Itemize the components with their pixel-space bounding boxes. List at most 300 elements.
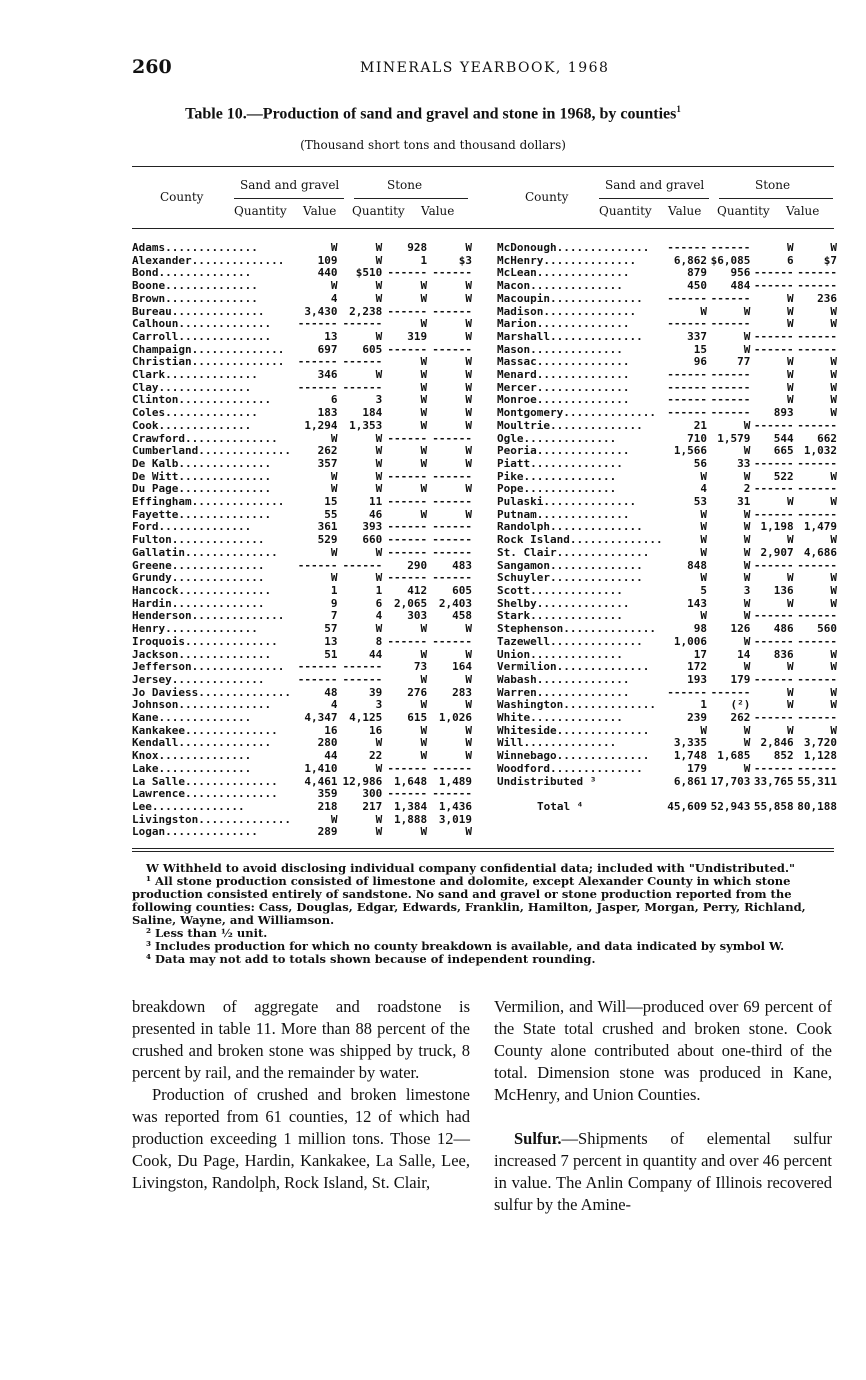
dot-leader: ..............: [569, 534, 663, 547]
dot-leader: ..............: [543, 496, 637, 509]
stone-quantity: ------: [753, 482, 794, 496]
dot-leader: ..............: [151, 800, 245, 813]
stone-value: W: [830, 368, 837, 382]
sand-gravel-quantity: 56: [693, 456, 708, 470]
sand-gravel-quantity: 239: [687, 711, 708, 725]
stone-value: ------: [797, 418, 837, 432]
stone-value: W: [830, 596, 837, 610]
sand-gravel-quantity: 6: [330, 393, 338, 407]
stone-value: W: [465, 672, 472, 686]
table-row: [497, 712, 837, 725]
sand-gravel-quantity: ------: [297, 380, 338, 394]
stone-quantity: ------: [387, 342, 428, 356]
table-row: [132, 763, 472, 776]
sand-gravel-value: ------: [342, 672, 383, 686]
stone-value: ------: [432, 571, 472, 585]
stone-quantity: 33,765: [753, 774, 794, 788]
sand-gravel-value: 1,353: [349, 418, 383, 432]
stone-value: W: [830, 469, 837, 483]
dot-leader: ..............: [536, 267, 630, 280]
dot-leader: ..............: [549, 330, 643, 343]
county-name: Adams..............: [132, 242, 258, 254]
dot-leader: ..............: [165, 623, 258, 636]
col-header-value: Value: [668, 204, 702, 218]
stone-value: ------: [432, 761, 472, 775]
body-column-left: [132, 996, 470, 1194]
sand-gravel-value: W: [743, 723, 751, 737]
stone-value: W: [830, 317, 837, 331]
sand-gravel-quantity: 4,461: [304, 774, 338, 788]
county-name: Undistributed ³: [497, 775, 597, 788]
section-heading-sulfur: Sulfur.: [514, 1129, 562, 1148]
stone-value: W: [830, 698, 837, 712]
dot-leader: ..............: [530, 584, 623, 597]
table-row: [497, 534, 837, 547]
stone-value: ------: [797, 342, 837, 356]
body-paragraph: [494, 1128, 832, 1216]
stone-value: W: [465, 456, 472, 470]
county-name: Mercer..............: [497, 381, 630, 394]
stone-value: 4,686: [803, 545, 837, 559]
table-row: [497, 661, 837, 674]
dot-leader: ..............: [191, 356, 285, 369]
table-row: [132, 407, 472, 420]
sand-gravel-quantity: W: [700, 304, 708, 318]
stone-value: 1,436: [438, 799, 472, 813]
sand-gravel-value: W: [743, 520, 751, 534]
county-name: Washington..............: [497, 699, 656, 712]
stone-value: W: [830, 241, 837, 254]
sand-gravel-quantity: 1,410: [304, 761, 338, 775]
stone-quantity: 836: [773, 647, 794, 661]
stone-value: 283: [452, 685, 472, 699]
sand-gravel-value: W: [375, 291, 383, 305]
dot-leader: ..............: [198, 813, 291, 826]
sand-gravel-quantity: W: [700, 545, 708, 559]
county-name: Ogle..............: [497, 432, 617, 445]
stone-value: ------: [432, 342, 472, 356]
sand-gravel-value: ------: [342, 558, 383, 572]
stone-value: ------: [432, 533, 472, 547]
stone-quantity: W: [420, 456, 428, 470]
sand-gravel-quantity: 879: [687, 266, 708, 280]
sand-gravel-quantity: 450: [687, 279, 708, 293]
dot-leader: ..............: [158, 381, 252, 394]
dot-leader: ..............: [171, 572, 265, 585]
sand-gravel-quantity: 1,748: [673, 749, 708, 763]
stone-value: 3,019: [438, 812, 472, 826]
table-row: [132, 496, 472, 509]
dot-leader: ..............: [165, 369, 258, 382]
dot-leader: ..............: [536, 381, 630, 394]
stone-quantity: 319: [407, 329, 428, 343]
stone-quantity: 290: [407, 558, 428, 572]
sand-gravel-value: 11: [369, 495, 383, 509]
stone-value: W: [830, 406, 837, 420]
dot-leader: ..............: [563, 699, 656, 712]
table-bottom-rule: [132, 851, 834, 852]
sand-gravel-quantity: 529: [317, 533, 338, 547]
sand-gravel-value: W: [375, 456, 383, 470]
sand-gravel-value: W: [743, 329, 751, 343]
sand-gravel-value: W: [375, 431, 383, 445]
col-group-stone: Stone: [387, 178, 423, 192]
sand-gravel-value: ------: [342, 660, 383, 674]
sand-gravel-value: W: [743, 736, 751, 750]
table-row: [497, 763, 837, 776]
sand-gravel-quantity: 697: [317, 342, 338, 356]
dot-leader: ..............: [165, 292, 258, 305]
dot-leader: ..............: [523, 432, 617, 445]
county-name: Madison..............: [497, 305, 637, 318]
sand-gravel-quantity: 357: [317, 456, 338, 470]
sand-gravel-quantity: W: [700, 469, 708, 483]
sand-gravel-value: 2,238: [349, 304, 383, 318]
stone-quantity: W: [787, 241, 794, 254]
stone-quantity: W: [787, 660, 794, 674]
table-row: [497, 560, 837, 573]
county-name: Johnson..............: [132, 699, 272, 712]
stone-quantity: ------: [387, 787, 428, 801]
stone-value: W: [465, 241, 472, 254]
table-row: [132, 636, 472, 649]
sand-gravel-value: $6,085: [710, 253, 751, 267]
dot-leader: ..............: [158, 267, 252, 280]
dot-leader: ..............: [549, 635, 643, 648]
sand-gravel-value: 8: [375, 634, 383, 648]
stone-value: 1,489: [438, 774, 472, 788]
county-name: Schuyler..............: [497, 572, 643, 585]
county-name: La Salle..............: [132, 775, 278, 788]
dot-leader: ..............: [184, 432, 278, 445]
stone-quantity: W: [420, 279, 428, 293]
stone-value: 458: [452, 609, 472, 623]
dot-leader: ..............: [549, 572, 643, 585]
stone-quantity: 665: [773, 444, 794, 458]
stone-quantity: ------: [753, 609, 794, 623]
county-name: Champaign..............: [132, 343, 285, 356]
county-name: Effingham..............: [132, 496, 285, 509]
sand-gravel-quantity: 172: [687, 660, 708, 674]
stone-quantity: ------: [387, 266, 428, 280]
sand-gravel-value: W: [375, 545, 383, 559]
county-name: Shelby..............: [497, 597, 630, 610]
table-row: [497, 496, 837, 509]
sand-gravel-value: 1,579: [717, 431, 751, 445]
county-name: Cumberland..............: [132, 445, 291, 458]
county-name: Massac..............: [497, 356, 630, 369]
sand-gravel-quantity: W: [330, 482, 338, 496]
county-name: Livingston..............: [132, 813, 291, 826]
stone-quantity: ------: [387, 469, 428, 483]
sand-gravel-quantity: 7: [330, 609, 338, 623]
dot-leader: ..............: [536, 673, 630, 686]
sand-gravel-value: ------: [342, 317, 383, 331]
sand-gravel-quantity: 1: [700, 698, 708, 712]
stone-value: W: [830, 685, 837, 699]
sand-gravel-quantity: 21: [693, 418, 708, 432]
sand-gravel-value: W: [743, 660, 751, 674]
dot-leader: ..............: [178, 318, 272, 331]
col-header-value: Value: [421, 204, 455, 218]
county-name: Knox..............: [132, 750, 252, 763]
stone-quantity: W: [420, 380, 428, 394]
stone-quantity: 615: [407, 711, 428, 725]
sand-gravel-value: (²): [730, 698, 751, 712]
table-row: [132, 585, 472, 598]
sand-gravel-value: W: [375, 253, 383, 267]
sand-gravel-quantity: W: [330, 241, 338, 254]
sand-gravel-quantity: W: [700, 723, 708, 737]
table-top-rule: [132, 166, 834, 167]
stone-quantity: W: [420, 406, 428, 420]
dot-leader: ..............: [165, 280, 258, 293]
stone-value: $3: [458, 253, 472, 267]
table-row: [132, 712, 472, 725]
dot-leader: ..............: [158, 521, 252, 534]
table-row: [132, 280, 472, 293]
sulfur-text: —Shipments of elemental sulfur increased 7 percent in quantity and over 46 percent in value. The Anlin Company of Illinois recovered sulfur by the Amine-: [494, 1129, 832, 1214]
sand-gravel-value: W: [743, 444, 751, 458]
table-footnotes: [132, 862, 834, 966]
stone-value: W: [465, 749, 472, 763]
body-paragraph: Production of crushed and broken limestone was reported from 61 counties, 12 of which had production exceeding 1 million tons. Those 12—Cook, Du Page, Hardin, Kankakee, La Salle, Lee, Livingston, Randolph, Rock Island, St. Clair,: [132, 1085, 470, 1192]
sand-gravel-quantity: 51: [324, 647, 338, 661]
county-name: Menard..............: [497, 369, 630, 382]
col-group-stone: Stone: [755, 178, 791, 192]
table-row: [497, 674, 837, 687]
dot-leader: ..............: [165, 826, 258, 839]
sand-gravel-quantity: 13: [324, 634, 338, 648]
stone-value: ------: [797, 761, 837, 775]
county-name: Jersey..............: [132, 673, 265, 686]
county-name: Total ⁴: [537, 800, 584, 813]
stone-value: 80,188: [797, 799, 837, 813]
stone-quantity: ------: [387, 431, 428, 445]
stone-quantity: W: [787, 355, 794, 369]
sand-gravel-value: ------: [710, 406, 751, 420]
stone-value: ------: [797, 329, 837, 343]
stone-value: ------: [797, 672, 837, 686]
dot-leader: ..............: [549, 292, 643, 305]
dot-leader: ..............: [536, 369, 630, 382]
stone-quantity: 55,858: [753, 799, 794, 813]
sand-gravel-quantity: 55: [324, 507, 338, 521]
body-column-right: [494, 996, 832, 1216]
stone-quantity: ------: [753, 711, 794, 725]
sand-gravel-value: 4: [375, 609, 383, 623]
sand-gravel-value: 300: [362, 787, 383, 801]
sand-gravel-value: W: [375, 279, 383, 293]
sand-gravel-quantity: 5: [700, 583, 708, 597]
county-name: Lawrence..............: [132, 788, 278, 801]
county-name: Warren..............: [497, 686, 630, 699]
stone-value: W: [465, 482, 472, 496]
dot-leader: ..............: [556, 661, 650, 674]
dot-leader: ..............: [184, 775, 278, 788]
county-name: Gallatin..............: [132, 546, 278, 559]
sand-gravel-value: 44: [369, 647, 383, 661]
county-name: Whiteside..............: [497, 724, 650, 737]
dot-leader: ..............: [523, 737, 617, 750]
dot-leader: ..............: [536, 686, 630, 699]
dot-leader: ..............: [530, 343, 623, 356]
county-name: Monroe..............: [497, 394, 630, 407]
table-row: [132, 750, 472, 763]
dot-leader: ..............: [191, 610, 285, 623]
stone-quantity: W: [787, 698, 794, 712]
stone-value: 1,026: [438, 711, 472, 725]
table-bottom-rule: [132, 848, 834, 849]
sand-gravel-value: W: [375, 812, 383, 826]
sand-gravel-quantity: 1: [330, 583, 338, 597]
sand-gravel-quantity: 15: [693, 342, 708, 356]
sand-gravel-value: 33: [737, 456, 751, 470]
dot-leader: ..............: [165, 407, 258, 420]
dot-leader: ..............: [536, 445, 630, 458]
stone-value: W: [465, 393, 472, 407]
stone-value: ------: [797, 279, 837, 293]
county-name: Henry..............: [132, 623, 258, 636]
dot-leader: ..............: [536, 318, 630, 331]
stone-quantity: 852: [773, 749, 794, 763]
county-name: Montgomery..............: [497, 407, 656, 420]
sand-gravel-quantity: 15: [324, 495, 338, 509]
table-row: [132, 331, 472, 344]
col-group-sand-gravel: Sand and gravel: [605, 178, 705, 192]
stone-value: ------: [797, 711, 837, 725]
county-name: Piatt..............: [497, 457, 623, 470]
stone-quantity: ------: [753, 558, 794, 572]
sand-gravel-value: 1: [375, 583, 383, 597]
stone-quantity: W: [420, 749, 428, 763]
sand-gravel-quantity: 17: [693, 647, 708, 661]
stone-quantity: W: [420, 355, 428, 369]
county-name: Lee..............: [132, 800, 245, 813]
dot-leader: ..............: [171, 559, 265, 572]
stone-value: 605: [452, 583, 472, 597]
stone-quantity: ------: [387, 533, 428, 547]
group-rule: [234, 198, 344, 199]
sand-gravel-quantity: 218: [317, 799, 338, 813]
sand-gravel-quantity: 6,862: [673, 253, 708, 267]
table-row: [132, 623, 472, 636]
table-row: [497, 483, 837, 496]
stone-value: W: [830, 660, 837, 674]
stone-quantity: W: [420, 444, 428, 458]
county-name: Randolph..............: [497, 521, 643, 534]
dot-leader: ..............: [556, 546, 650, 559]
sand-gravel-quantity: W: [330, 571, 338, 585]
county-name: Cook..............: [132, 419, 252, 432]
sand-gravel-value: 17,703: [710, 774, 751, 788]
county-name: Tazewell..............: [497, 635, 643, 648]
dot-leader: ..............: [184, 724, 278, 737]
table-row: [497, 750, 837, 763]
footnote-w: W Withheld to avoid disclosing individual company confidential data; included with "Undistributed.": [146, 861, 795, 875]
dot-leader: ..............: [171, 597, 265, 610]
sand-gravel-value: ------: [710, 380, 751, 394]
table-row: [497, 407, 837, 420]
stone-value: W: [465, 317, 472, 331]
stone-value: W: [465, 723, 472, 737]
stone-value: W: [465, 507, 472, 521]
stone-quantity: W: [420, 507, 428, 521]
stone-value: ------: [797, 634, 837, 648]
dot-leader: ..............: [536, 394, 630, 407]
sand-gravel-value: W: [743, 304, 751, 318]
stone-value: ------: [797, 482, 837, 496]
table-row: [497, 776, 837, 789]
sand-gravel-value: 6: [375, 596, 383, 610]
sand-gravel-quantity: 9: [330, 596, 338, 610]
sand-gravel-quantity: W: [330, 431, 338, 445]
table-row: [497, 649, 837, 662]
body-paragraph: breakdown of aggregate and roadstone is presented in table 11. More than 88 percent of the crushed and broken stone was shipped by truck, 8 percent by rail, and the remainder by water.: [132, 997, 470, 1082]
sand-gravel-quantity: 193: [687, 672, 708, 686]
sand-gravel-quantity: 13: [324, 329, 338, 343]
county-name: Clay..............: [132, 381, 252, 394]
county-name: Jo Daviess..............: [132, 686, 291, 699]
stone-value: 2,403: [438, 596, 472, 610]
body-paragraph: Vermilion, and Will—produced over 69 percent of the State total crushed and broken stone. Cook County alone contributed about one-third of the total. Dimension stone was produced in Kane, McHenry, and Union Counties.: [494, 997, 832, 1104]
stone-quantity: W: [420, 736, 428, 750]
stone-quantity: W: [787, 571, 794, 585]
county-name: Sangamon..............: [497, 559, 643, 572]
sand-gravel-quantity: 143: [687, 596, 708, 610]
table-row: [497, 623, 837, 636]
county-name: Putnam..............: [497, 508, 630, 521]
table-row: [132, 674, 472, 687]
stone-quantity: 2,846: [760, 736, 794, 750]
running-head: MINERALS YEARBOOK, 1968: [360, 60, 610, 76]
stone-quantity: ------: [387, 761, 428, 775]
footnote-1: ¹ All stone production consisted of limestone and dolomite, except Alexander County in which stone production consisted entirely of sandstone. No sand and gravel or stone production reported from the following counties: Cass, Douglas, Edgar, Edwards, Franklin, Hamilton, Jasper, Morgan, Perry, Richland, Saline, Wayne, and Williamson.: [132, 874, 806, 927]
stone-value: W: [830, 495, 837, 509]
sand-gravel-value: 3: [743, 583, 751, 597]
table-row: [497, 420, 837, 433]
sand-gravel-quantity: 96: [693, 355, 708, 369]
table-title: [0, 104, 866, 123]
sand-gravel-value: ------: [710, 393, 751, 407]
stone-quantity: ------: [387, 634, 428, 648]
sand-gravel-quantity: 179: [687, 761, 708, 775]
stone-quantity: ------: [387, 520, 428, 534]
stone-quantity: 136: [773, 583, 794, 597]
county-name: Jefferson..............: [132, 661, 285, 674]
stone-value: W: [465, 698, 472, 712]
dot-leader: ..............: [563, 623, 656, 636]
sand-gravel-value: W: [375, 622, 383, 636]
stone-quantity: ------: [753, 507, 794, 521]
county-name: Clinton..............: [132, 394, 272, 407]
stone-quantity: 73: [413, 660, 428, 674]
table-row: [497, 344, 837, 357]
stone-value: ------: [432, 304, 472, 318]
dot-leader: ..............: [184, 546, 278, 559]
sand-gravel-value: 217: [362, 799, 383, 813]
sand-gravel-quantity: 1,294: [304, 418, 338, 432]
stone-quantity: W: [787, 291, 794, 305]
stone-quantity: W: [787, 368, 794, 382]
table-row: [132, 369, 472, 382]
col-header-quantity: Quantity: [599, 204, 652, 218]
dot-leader: ..............: [536, 508, 630, 521]
sand-gravel-quantity: W: [700, 533, 708, 547]
dot-leader: ..............: [165, 242, 258, 254]
sand-gravel-value: 31: [737, 495, 751, 509]
county-name: Hancock..............: [132, 584, 272, 597]
